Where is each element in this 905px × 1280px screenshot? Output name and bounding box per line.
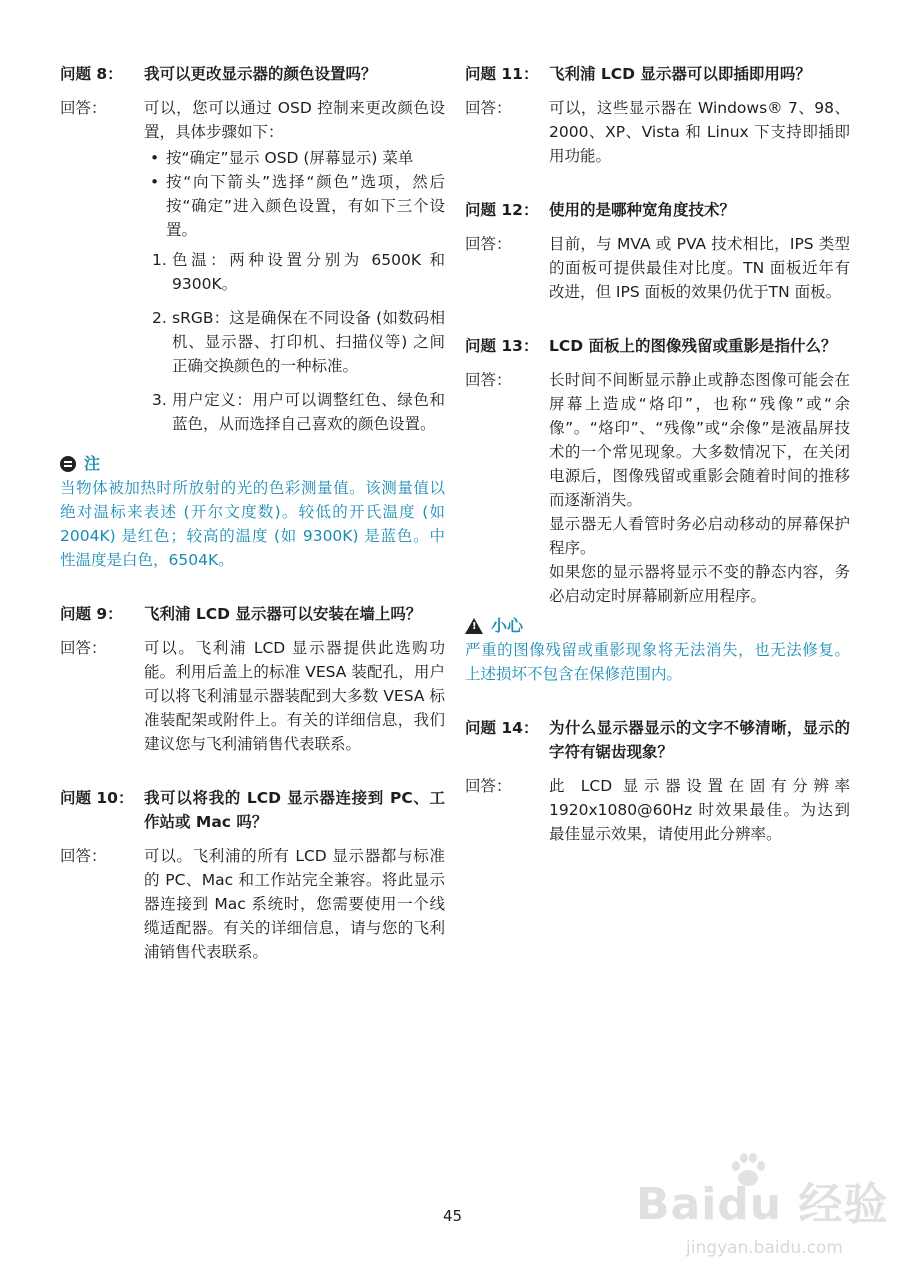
question-label: 问题 8： <box>60 65 123 83</box>
question-text: 我可以更改显示器的颜色设置吗？ <box>144 65 377 83</box>
page-number: 45 <box>442 1207 463 1225</box>
answer-paragraph: 如果您的显示器将显示不变的静态内容，务必启动定时屏幕刷新应用程序。 <box>549 563 850 605</box>
answer-label: 回答： <box>60 99 107 117</box>
numbered-item: 1. 色温：两种设置分别为 6500K 和 9300K。 <box>152 251 445 293</box>
answer-12 <box>465 232 850 304</box>
question-text: 使用的是哪种宽角度技术？ <box>549 201 736 219</box>
left-column <box>60 62 445 964</box>
right-column <box>465 62 850 846</box>
question-label: 问题 11： <box>465 65 539 83</box>
note-body: 当物体被加热时所放射的光的色彩测量值。该测量值以绝对温标来表述 (开尔文度数)。较低的开氏温度 (如 2004K) 是红色；较高的温度 (如 9300K) 是蓝色。中性温度是白色，6504K。 <box>60 479 445 569</box>
answer-label: 回答： <box>60 847 107 865</box>
answer-label: 回答： <box>60 639 107 657</box>
answer-label: 回答： <box>465 99 512 117</box>
answer-11 <box>465 96 850 168</box>
answer-13 <box>465 368 850 608</box>
answer-9 <box>60 636 445 756</box>
answer-label: 回答： <box>465 371 512 389</box>
answer-paragraph: 显示器无人看管时务必启动移动的屏幕保护程序。 <box>549 515 850 557</box>
question-text: 飞利浦 LCD 显示器可以即插即用吗？ <box>549 65 811 83</box>
question-8 <box>60 62 445 86</box>
bullet-item: • 按“向下箭头”选择“颜色”选项，然后按“确定”进入颜色设置，有如下三个设置。 <box>144 170 445 242</box>
question-text: LCD 面板上的图像残留或重影是指什么？ <box>549 337 837 355</box>
watermark-url: jingyan.baidu.com <box>686 1238 843 1258</box>
answer-8 <box>60 96 445 446</box>
question-label: 问题 9： <box>60 605 123 623</box>
question-12 <box>465 198 850 222</box>
question-14 <box>465 716 850 764</box>
answer-text: 目前，与 MVA 或 PVA 技术相比，IPS 类型的面板可提供最佳对比度。TN 面板近年有改进，但 IPS 面板的效果仍优于TN 面板。 <box>549 235 850 301</box>
question-text: 为什么显示器显示的文字不够清晰，显示的字符有锯齿现象？ <box>549 719 850 761</box>
caution-heading <box>465 614 850 638</box>
note-title: 注 <box>84 454 101 473</box>
answer-paragraph: 长时间不间断显示静止或静态图像可能会在屏幕上造成“烙印”，也称“残像”或“余像”。“烙印”、“残像”或“余像”是液晶屏技术的一个常见现象。大多数情况下，在关闭电源后，图像残留或重影会随着时间的推移而逐渐消失。 <box>549 371 850 509</box>
question-label: 问题 14： <box>465 719 539 737</box>
warning-icon: ! <box>465 618 483 634</box>
question-text: 我可以将我的 LCD 显示器连接到 PC、工作站或 Mac 吗？ <box>144 789 445 831</box>
numbered-list <box>144 248 445 436</box>
answer-label: 回答： <box>465 777 512 795</box>
numbered-item: 3. 用户定义：用户可以调整红色、绿色和蓝色，从而选择自己喜欢的颜色设置。 <box>152 391 445 433</box>
answer-14 <box>465 774 850 846</box>
answer-text: 可以。飞利浦 LCD 显示器提供此选购功能。利用后盖上的标准 VESA 装配孔，用户可以将飞利浦显示器装配到大多数 VESA 标准装配架或附件上。有关的详细信息，我们建议您与飞利浦销售代表联系。 <box>144 639 445 753</box>
question-label: 问题 10： <box>60 789 134 807</box>
question-11 <box>465 62 850 86</box>
baidu-watermark <box>636 1150 896 1270</box>
note-icon <box>60 456 76 472</box>
question-13 <box>465 334 850 358</box>
caution-body: 严重的图像残留或重影现象将无法消失，也无法修复。上述损坏不包含在保修范围内。 <box>465 641 850 683</box>
answer-text: 可以。飞利浦的所有 LCD 显示器都与标准的 PC、Mac 和工作站完全兼容。将此显示器连接到 Mac 系统时，您需要使用一个线缆适配器。有关的详细信息，请与您的飞利浦销售代表联系。 <box>144 847 445 961</box>
note-heading <box>60 452 445 476</box>
watermark-text: Baidu 经验 <box>636 1179 889 1230</box>
answer-10 <box>60 844 445 964</box>
caution-title: 小心 <box>491 616 524 635</box>
bullet-list <box>144 146 445 242</box>
answer-label: 回答： <box>465 235 512 253</box>
question-text: 飞利浦 LCD 显示器可以安装在墙上吗？ <box>144 605 422 623</box>
answer-intro: 可以，您可以通过 OSD 控制来更改颜色设置，具体步骤如下： <box>144 99 445 141</box>
answer-text: 可以，这些显示器在 Windows® 7、98、2000、XP、Vista 和 Linux 下支持即插即用功能。 <box>549 99 850 165</box>
question-label: 问题 12： <box>465 201 539 219</box>
numbered-item: 2. sRGB：这是确保在不同设备 (如数码相机、显示器、打印机、扫描仪等) 之间正确交换颜色的一种标准。 <box>152 309 445 375</box>
question-label: 问题 13： <box>465 337 539 355</box>
bullet-item: • 按“确定”显示 OSD (屏幕显示) 菜单 <box>144 146 445 170</box>
question-10 <box>60 786 445 834</box>
question-9 <box>60 602 445 626</box>
answer-text: 此 LCD 显示器设置在固有分辨率 1920x1080@60Hz 时效果最佳。为达到最佳显示效果，请使用此分辨率。 <box>549 777 850 843</box>
